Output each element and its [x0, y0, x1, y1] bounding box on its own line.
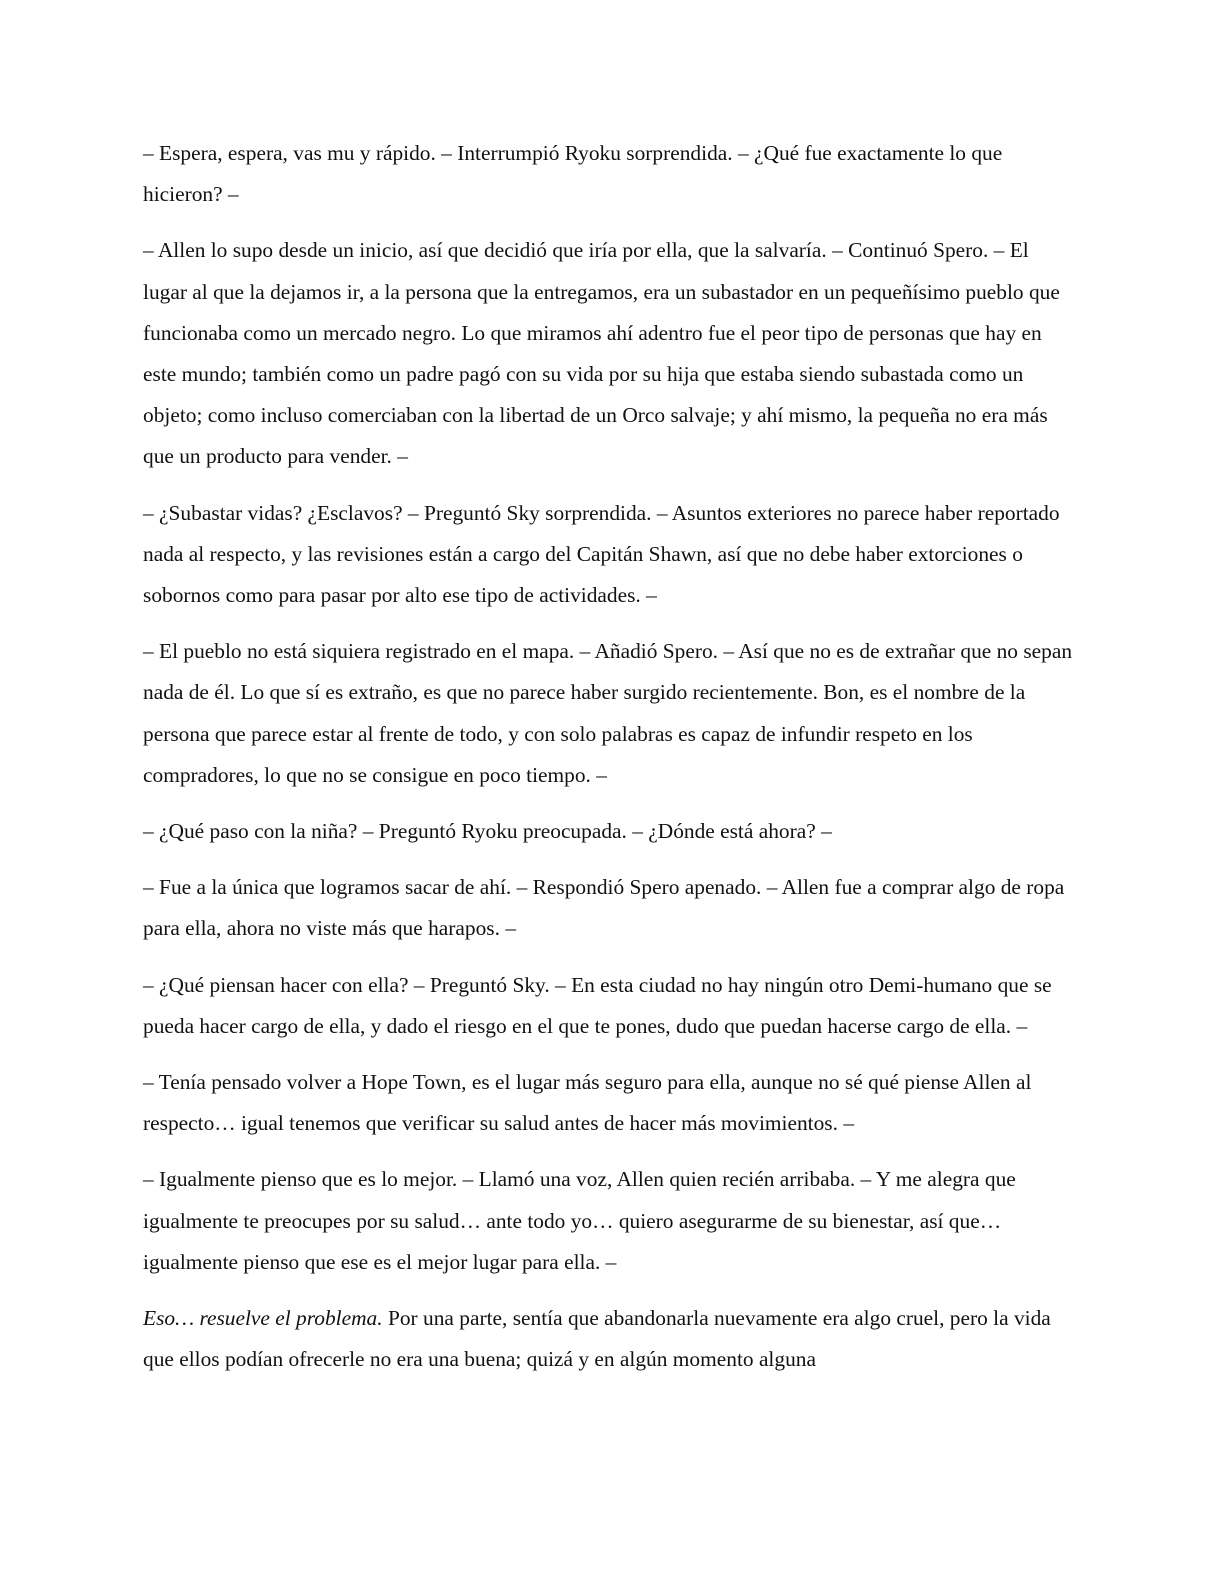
paragraph-10: [143, 1298, 1073, 1380]
paragraph-7: – ¿Qué piensan hacer con ella? – Preguntó Sky. – En esta ciudad no hay ningún otro Demi-humano que se pueda hacer cargo de ella, y dado el riesgo en el que te pones, dudo que puedan hacerse cargo de ella. –: [143, 972, 1052, 1038]
italic-thought: Eso… resuelve el problema.: [143, 1306, 383, 1331]
paragraph-4: – El pueblo no está siquiera registrado en el mapa. – Añadió Spero. – Así que no es de extrañar que no sepan nada de él. Lo que sí es extraño, es que no parece haber surgido recientemente. Bon, es el nombre de la persona que parece estar al frente de todo, y con solo palabras es capaz de infundir respeto en los compradores, lo que no se consigue en poco tiempo. –: [143, 639, 1073, 787]
paragraph-6: – Fue a la única que logramos sacar de ahí. – Respondió Spero apenado. – Allen fue a comprar algo de ropa para ella, ahora no viste más que harapos. –: [143, 875, 1065, 941]
paragraph-2: – Allen lo supo desde un inicio, así que decidió que iría por ella, que la salvaría. – Continuó Spero. – El lugar al que la dejamos ir, a la persona que la entregamos, era un subastador en un pequeñísimo pueblo que funcionaba como un mercado negro. Lo que miramos ahí adentro fue el peor tipo de personas que hay en este mundo; también como un padre pagó con su vida por su hija que estaba siendo subastada como un objeto; como incluso comerciaban con la libertad de un Orco salvaje; y ahí mismo, la pequeña no era más que un producto para vender. –: [143, 238, 1060, 469]
document-body: [143, 133, 1073, 1395]
paragraph-10-text: Por una parte, sentía que abandonarla nuevamente era algo cruel, pero la vida que ellos podían ofrecerle no era una buena; quizá y en algún momento alguna: [143, 1306, 1051, 1372]
paragraph-3: – ¿Subastar vidas? ¿Esclavos? – Preguntó Sky sorprendida. – Asuntos exteriores no parece haber reportado nada al respecto, y las revisiones están a cargo del Capitán Shawn, así que no debe haber extorciones o sobornos como para pasar por alto ese tipo de actividades. –: [143, 500, 1060, 608]
paragraph-5: – ¿Qué paso con la niña? – Preguntó Ryoku preocupada. – ¿Dónde está ahora? –: [143, 819, 832, 844]
paragraph-1: – Espera, espera, vas mu y rápido. – Interrumpió Ryoku sorprendida. – ¿Qué fue exactamente lo que hicieron? –: [143, 141, 1003, 207]
paragraph-9: – Igualmente pienso que es lo mejor. – Llamó una voz, Allen quien recién arribaba. – Y me alegra que igualmente te preocupes por su salud… ante todo yo… quiero asegurarme de su bienestar, así que… igualmente pienso que ese es el mejor lugar para ella. –: [143, 1167, 1016, 1274]
paragraph-8: – Tenía pensado volver a Hope Town, es el lugar más seguro para ella, aunque no sé qué piense Allen al respecto… igual tenemos que verificar su salud antes de hacer más movimientos. –: [143, 1070, 1032, 1136]
